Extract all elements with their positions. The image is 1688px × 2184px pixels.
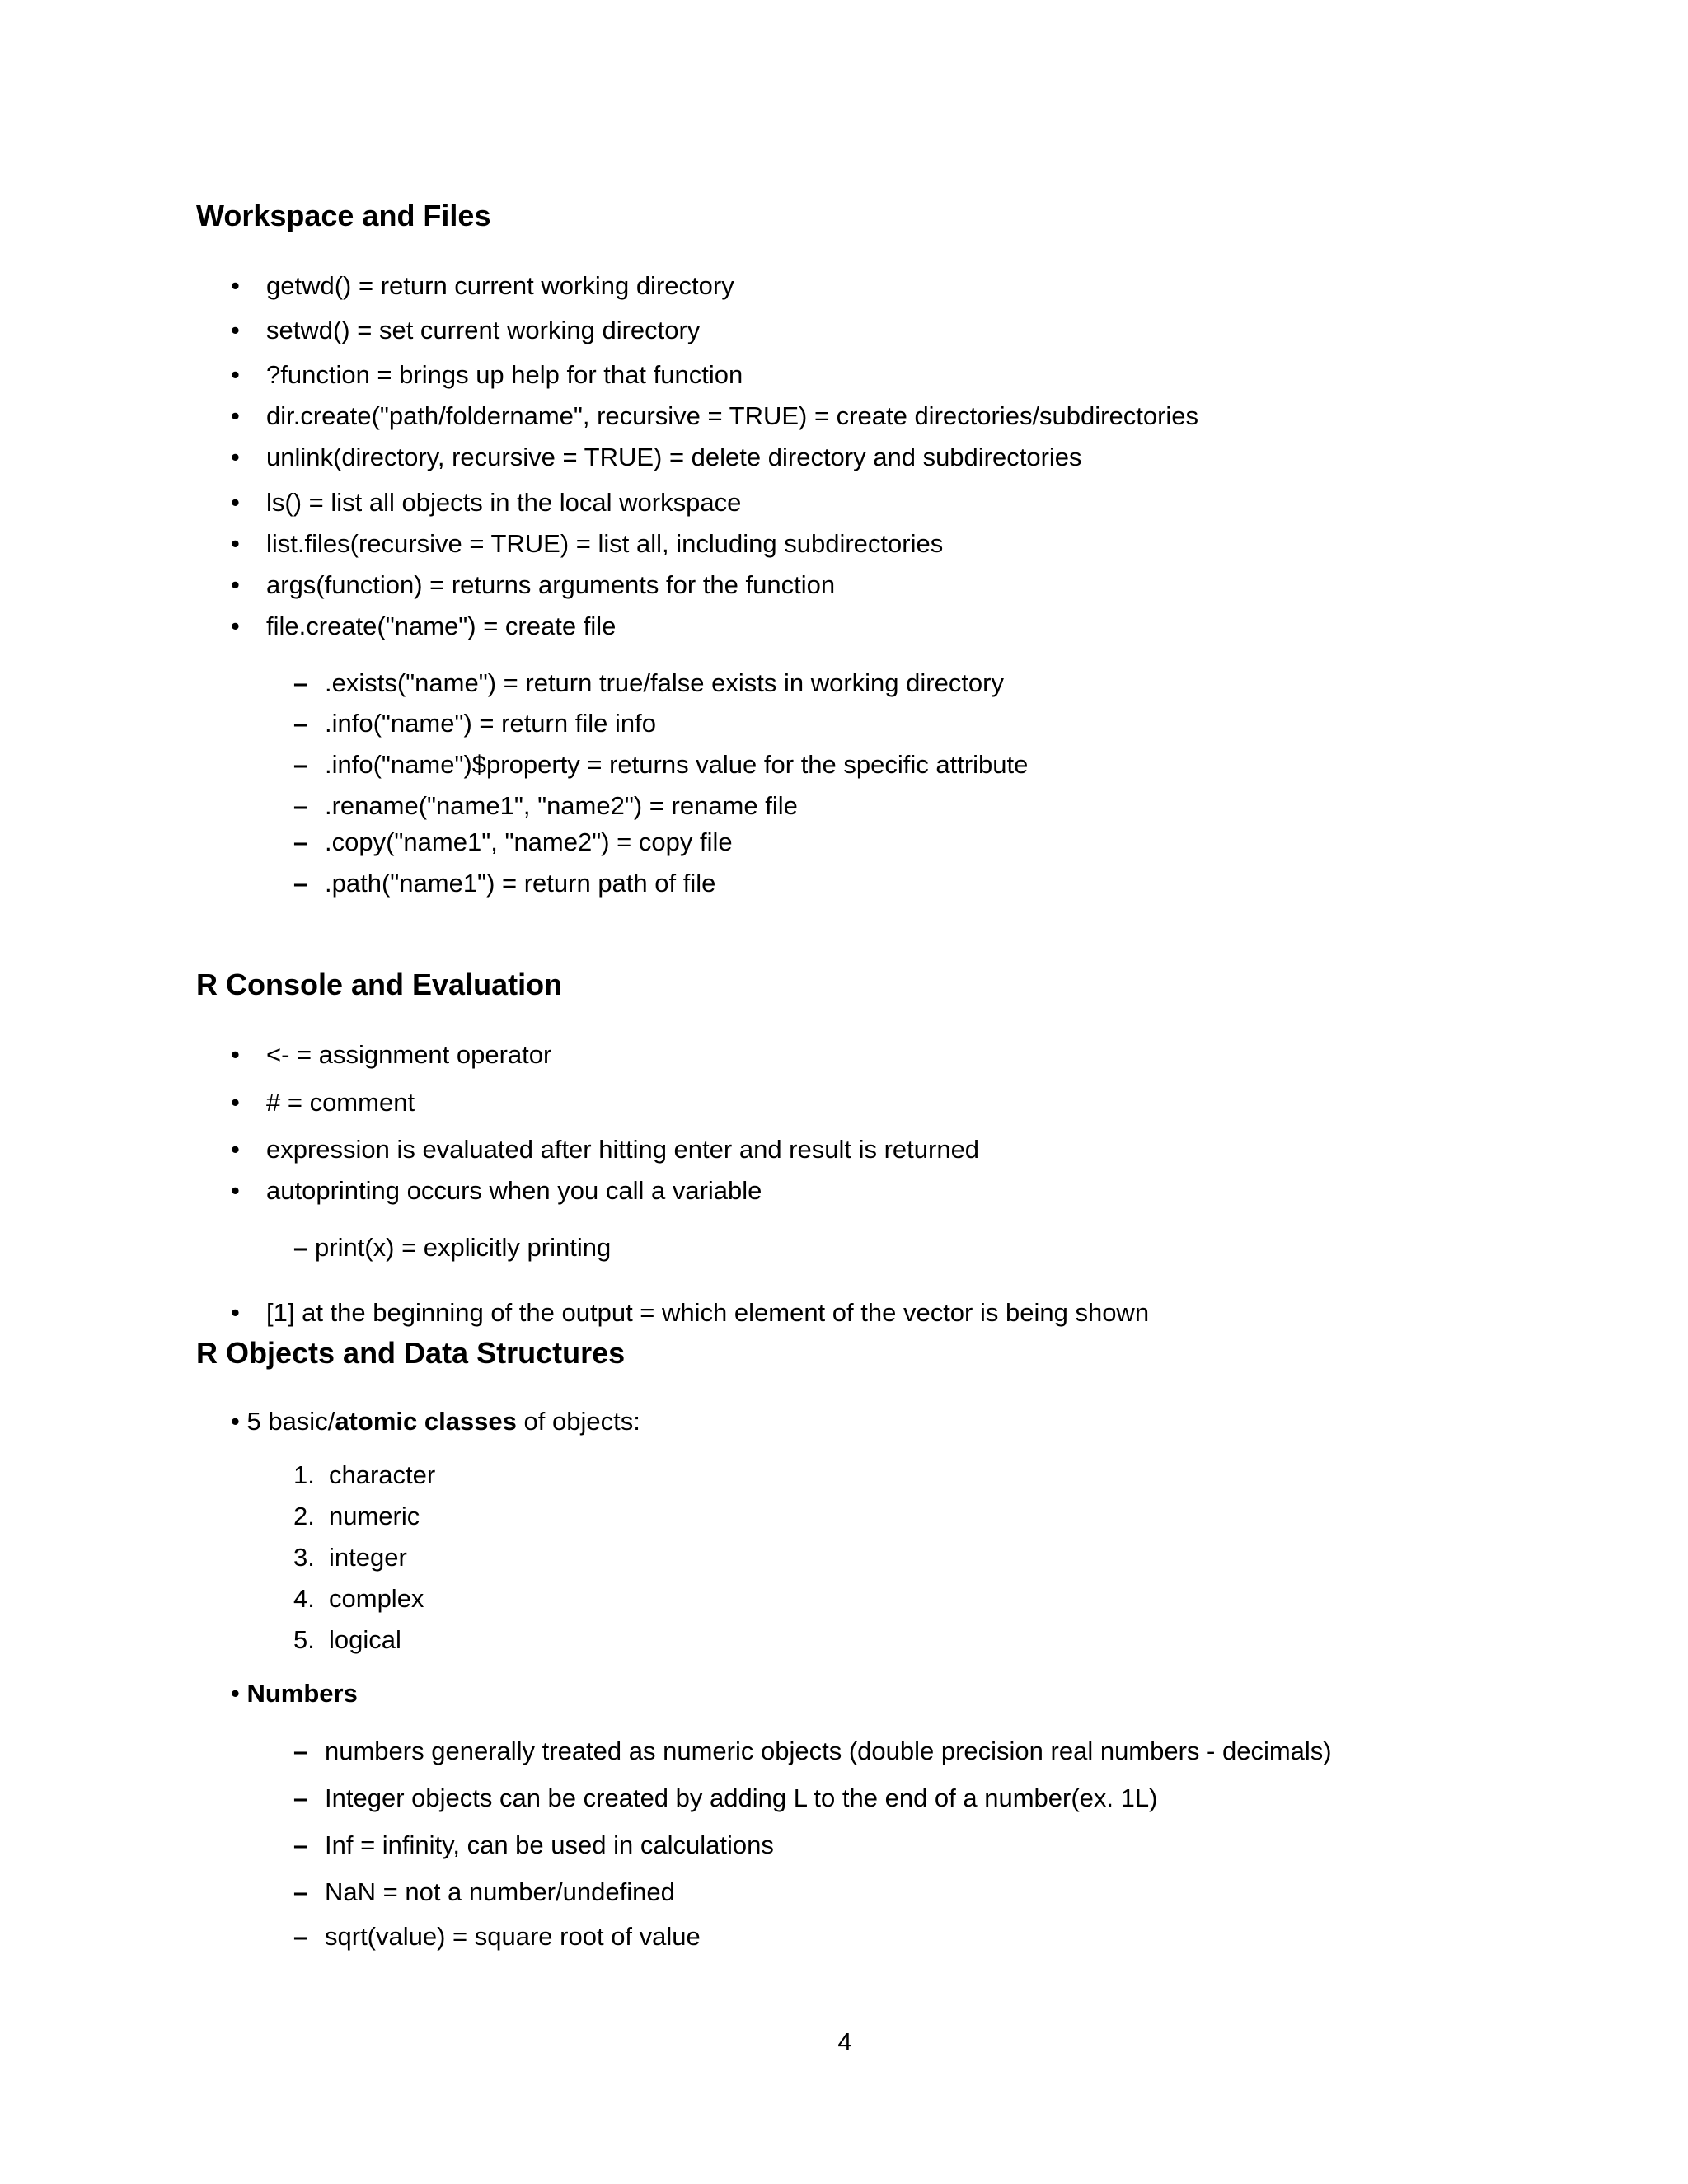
list-item: expression is evaluated after hitting enter and result is returned (266, 1135, 980, 1164)
dash-icon: – (293, 1783, 308, 1812)
bullet-icon: • (231, 443, 240, 471)
numbers-label: Numbers (246, 1679, 358, 1708)
list-item: # = comment (266, 1088, 415, 1117)
numbered-list-item: character (329, 1460, 436, 1489)
sub-list-item: numbers generally treated as numeric objects (double precision real numbers - decimals) (325, 1736, 1332, 1765)
dash-icon: – (293, 1877, 308, 1906)
bullet-icon: • (231, 1088, 240, 1117)
bullet-icon: • (231, 529, 240, 558)
bullet-icon: • (231, 360, 240, 389)
bullet-icon: • (231, 1135, 240, 1164)
sub-list-item: .info("name") = return file info (325, 709, 656, 738)
list-item-atomic-classes (231, 1405, 640, 1438)
dash-icon: – (293, 1922, 308, 1951)
bullet-icon: • (231, 1407, 247, 1436)
bullet-icon: • (231, 271, 240, 300)
list-number: 4. (293, 1584, 315, 1613)
sub-list-item: print(x) = explicitly printing (315, 1233, 612, 1262)
atomic-bold: atomic classes (335, 1407, 517, 1436)
atomic-suffix: of objects: (516, 1407, 640, 1436)
list-item: [1] at the beginning of the output = which element of the vector is being shown (266, 1298, 1150, 1327)
sub-list-item: .copy("name1", "name2") = copy file (325, 827, 733, 856)
bullet-icon: • (231, 488, 240, 517)
sub-list-item: .path("name1") = return path of file (325, 869, 716, 898)
list-number: 2. (293, 1502, 315, 1530)
bullet-icon: • (231, 401, 240, 430)
list-number: 5. (293, 1625, 315, 1654)
list-item: autoprinting occurs when you call a variable (266, 1176, 762, 1205)
numbered-list-item: integer (329, 1543, 407, 1572)
bullet-icon: • (231, 1679, 247, 1708)
sub-list-item: .rename("name1", "name2") = rename file (325, 791, 798, 820)
sub-list-item: Integer objects can be created by adding L to the end of a number(ex. 1L) (325, 1783, 1158, 1812)
section-heading-objects: R Objects and Data Structures (196, 1336, 626, 1370)
list-number: 1. (293, 1460, 315, 1489)
bullet-icon: • (231, 316, 240, 344)
list-item: file.create("name") = create file (266, 612, 617, 640)
dash-icon: – (293, 827, 308, 856)
dash-icon: – (293, 668, 308, 697)
atomic-prefix: 5 basic/ (246, 1407, 335, 1436)
list-item: ?function = brings up help for that function (266, 360, 743, 389)
list-item: ls() = list all objects in the local workspace (266, 488, 742, 517)
bullet-icon: • (231, 1298, 240, 1327)
list-item: dir.create("path/foldername", recursive = TRUE) = create directories/subdirectories (266, 401, 1199, 430)
numbered-list-item: complex (329, 1584, 424, 1613)
list-item: args(function) = returns arguments for the function (266, 570, 836, 599)
bullet-icon: • (231, 570, 240, 599)
list-item: getwd() = return current working directory (266, 271, 734, 300)
list-item: setwd() = set current working directory (266, 316, 701, 344)
list-item: list.files(recursive = TRUE) = list all, including subdirectories (266, 529, 944, 558)
section-heading-console: R Console and Evaluation (196, 968, 563, 1001)
page-number: 4 (837, 2027, 852, 2056)
list-item: <- = assignment operator (266, 1040, 552, 1069)
section-heading-workspace: Workspace and Files (196, 199, 491, 232)
bullet-icon: • (231, 1040, 240, 1069)
sub-list-item: sqrt(value) = square root of value (325, 1922, 701, 1951)
dash-icon: – (293, 869, 308, 898)
sub-list-item: NaN = not a number/undefined (325, 1877, 675, 1906)
sub-list-item: .exists("name") = return true/false exists in working directory (325, 668, 1004, 697)
sub-list-item: .info("name")$property = returns value for the specific attribute (325, 750, 1029, 779)
dash-icon: – (293, 1233, 308, 1262)
list-item: unlink(directory, recursive = TRUE) = delete directory and subdirectories (266, 443, 1082, 471)
bullet-icon: • (231, 612, 240, 640)
dash-icon: – (293, 1830, 308, 1859)
bullet-icon: • (231, 1176, 240, 1205)
dash-icon: – (293, 709, 308, 738)
list-number: 3. (293, 1543, 315, 1572)
numbered-list-item: logical (329, 1625, 401, 1654)
sub-list-item: Inf = infinity, can be used in calculations (325, 1830, 774, 1859)
dash-icon: – (293, 1736, 308, 1765)
dash-icon: – (293, 791, 308, 820)
dash-icon: – (293, 750, 308, 779)
list-item-numbers (231, 1677, 358, 1710)
numbered-list-item: numeric (329, 1502, 420, 1530)
